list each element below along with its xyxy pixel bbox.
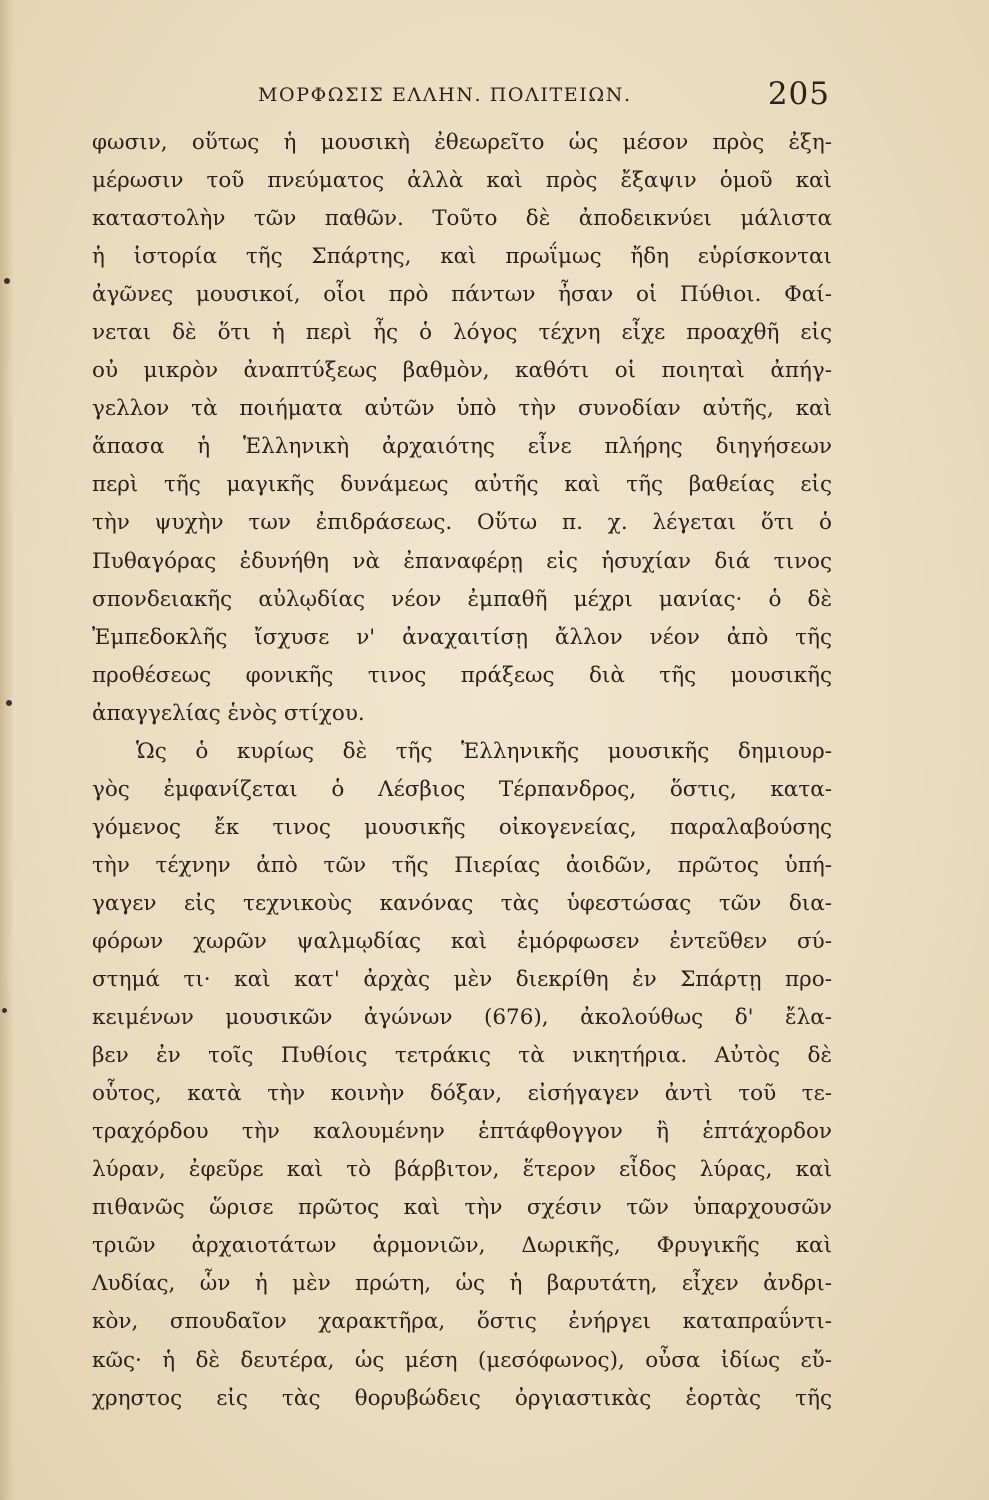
body-text (92, 124, 832, 1418)
text-line: κειμένων μουσικῶν ἀγώνων (676), ἀκολούθως δ' ἔλα- (92, 1005, 832, 1031)
text-line: τριῶν ἀρχαιοτάτων ἁρμονιῶν, Δωρικῆς, Φρυγικῆς καὶ (92, 1233, 832, 1259)
text-line: οὐ μικρὸν ἀναπτύξεως βαθμὸν, καθότι οἱ ποιηταὶ ἀπήγ- (92, 358, 832, 384)
text-line: Πυθαγόρας ἐδυνήθη νὰ ἐπαναφέρῃ εἰς ἡσυχίαν διά τινος (92, 548, 832, 574)
text-line: περὶ τῆς μαγικῆς δυνάμεως αὐτῆς καὶ τῆς βαθείας εἰς (92, 472, 832, 498)
text-line: ἡ ἱστορία τῆς Σπάρτης, καὶ πρωΐμως ἤδη εὑρίσκονται (92, 244, 832, 270)
text-line: φόρων χωρῶν ψαλμῳδίας καὶ ἐμόρφωσεν ἐντεῦθεν σύ- (92, 928, 832, 954)
page-left-edge (0, 0, 14, 1500)
text-line: φωσιν, οὕτως ἡ μουσικὴ ἐθεωρεῖτο ὡς μέσον πρὸς ἐξη- (92, 130, 832, 155)
running-title: ΜΟΡΦΩΣΙΣ ΕΛΛΗΝ. ΠΟΛΙΤΕΙΩΝ. (258, 84, 632, 106)
text-line: βεν ἐν τοῖς Πυθίοις τετράκις τὰ νικητήρια. Αὐτὸς δὲ (92, 1043, 832, 1069)
margin-mark (6, 700, 12, 706)
text-line: τὴν τέχνην ἀπὸ τῶν τῆς Πιερίας ἀοιδῶν, πρῶτος ὑπή- (92, 852, 832, 878)
text-line: Λυδίας, ὧν ἡ μὲν πρώτη, ὡς ἡ βαρυτάτη, εἶχεν ἀνδρι- (92, 1271, 832, 1297)
text-line: νεται δὲ ὅτι ἡ περὶ ἧς ὁ λόγος τέχνη εἶχε προαχθῆ εἰς (92, 320, 832, 346)
text-line: σπονδειακῆς αὐλῳδίας νέον ἐμπαθῆ μέχρι μανίας· ὁ δὲ (92, 586, 832, 612)
text-line: γὸς ἐμφανίζεται ὁ Λέσβιος Τέρπανδρος, ὅστις, κατα- (92, 776, 832, 802)
margin-mark (4, 278, 10, 284)
text-line: γελλον τὰ ποιήματα αὐτῶν ὑπὸ τὴν συνοδίαν αὐτῆς, καὶ (92, 396, 832, 422)
text-line: ἀγῶνες μουσικοί, οἷοι πρὸ πάντων ἦσαν οἱ Πύθιοι. Φαί- (92, 282, 832, 308)
text-line: λύραν, ἐφεῦρε καὶ τὸ βάρβιτον, ἕτερον εἶδος λύρας, καὶ (92, 1157, 832, 1183)
text-line: μέρωσιν τοῦ πνεύματος ἀλλὰ καὶ πρὸς ἔξαψιν ὁμοῦ καὶ (92, 168, 832, 194)
text-line: γόμενος ἔκ τινος μουσικῆς οἰκογενείας, παραλαβούσης (92, 814, 832, 840)
text-line: Ἐμπεδοκλῆς ἴσχυσε ν' ἀναχαιτίσῃ ἄλλον νέον ἀπὸ τῆς (92, 624, 832, 650)
text-line: τὴν ψυχὴν των ἐπιδράσεως. Οὕτω π. χ. λέγεται ὅτι ὁ (92, 510, 832, 536)
text-line: γαγεν εἰς τεχνικοὺς κανόνας τὰς ὑφεστώσας τῶν δια- (92, 890, 832, 916)
text-line: προθέσεως φονικῆς τινος πράξεως διὰ τῆς μουσικῆς (92, 662, 832, 688)
text-line: στημά τι· καὶ κατ' ἀρχὰς μὲν διεκρίθη ἐν Σπάρτῃ προ- (92, 967, 832, 993)
text-line: καταστολὴν τῶν παθῶν. Τοῦτο δὲ ἀποδεικνύει μάλιστα (92, 206, 832, 232)
text-line: χρηστος εἰς τὰς θορυβώδεις ὀργιαστικὰς ἑορτὰς τῆς (92, 1385, 832, 1411)
page-number: 205 (767, 76, 830, 112)
text-line: πιθανῶς ὥρισε πρῶτος καὶ τὴν σχέσιν τῶν ὑπαρχουσῶν (92, 1195, 832, 1221)
text-line: ἅπασα ἡ Ἑλληνικὴ ἀρχαιότης εἶνε πλήρης διηγήσεων (92, 434, 832, 460)
text-line: οὗτος, κατὰ τὴν κοινὴν δόξαν, εἰσήγαγεν ἀντὶ τοῦ τε- (92, 1081, 832, 1107)
margin-mark (2, 1008, 7, 1013)
text-line: ἀπαγγελίας ἑνὸς στίχου. (92, 700, 365, 726)
text-line: κὸν, σπουδαῖον χαρακτῆρα, ὅστις ἐνήργει καταπραΰντι- (92, 1309, 832, 1335)
text-line: κῶς· ἡ δὲ δευτέρα, ὡς μέση (μεσόφωνος), οὖσα ἰδίως εὔ- (92, 1347, 832, 1373)
page-header (258, 76, 830, 116)
text-line: τραχόρδου τὴν καλουμένην ἑπτάφθογγον ἢ ἑπτάχορδον (92, 1119, 832, 1145)
text-line: Ὡς ὁ κυρίως δὲ τῆς Ἑλληνικῆς μουσικῆς δημιουρ- (136, 738, 832, 764)
